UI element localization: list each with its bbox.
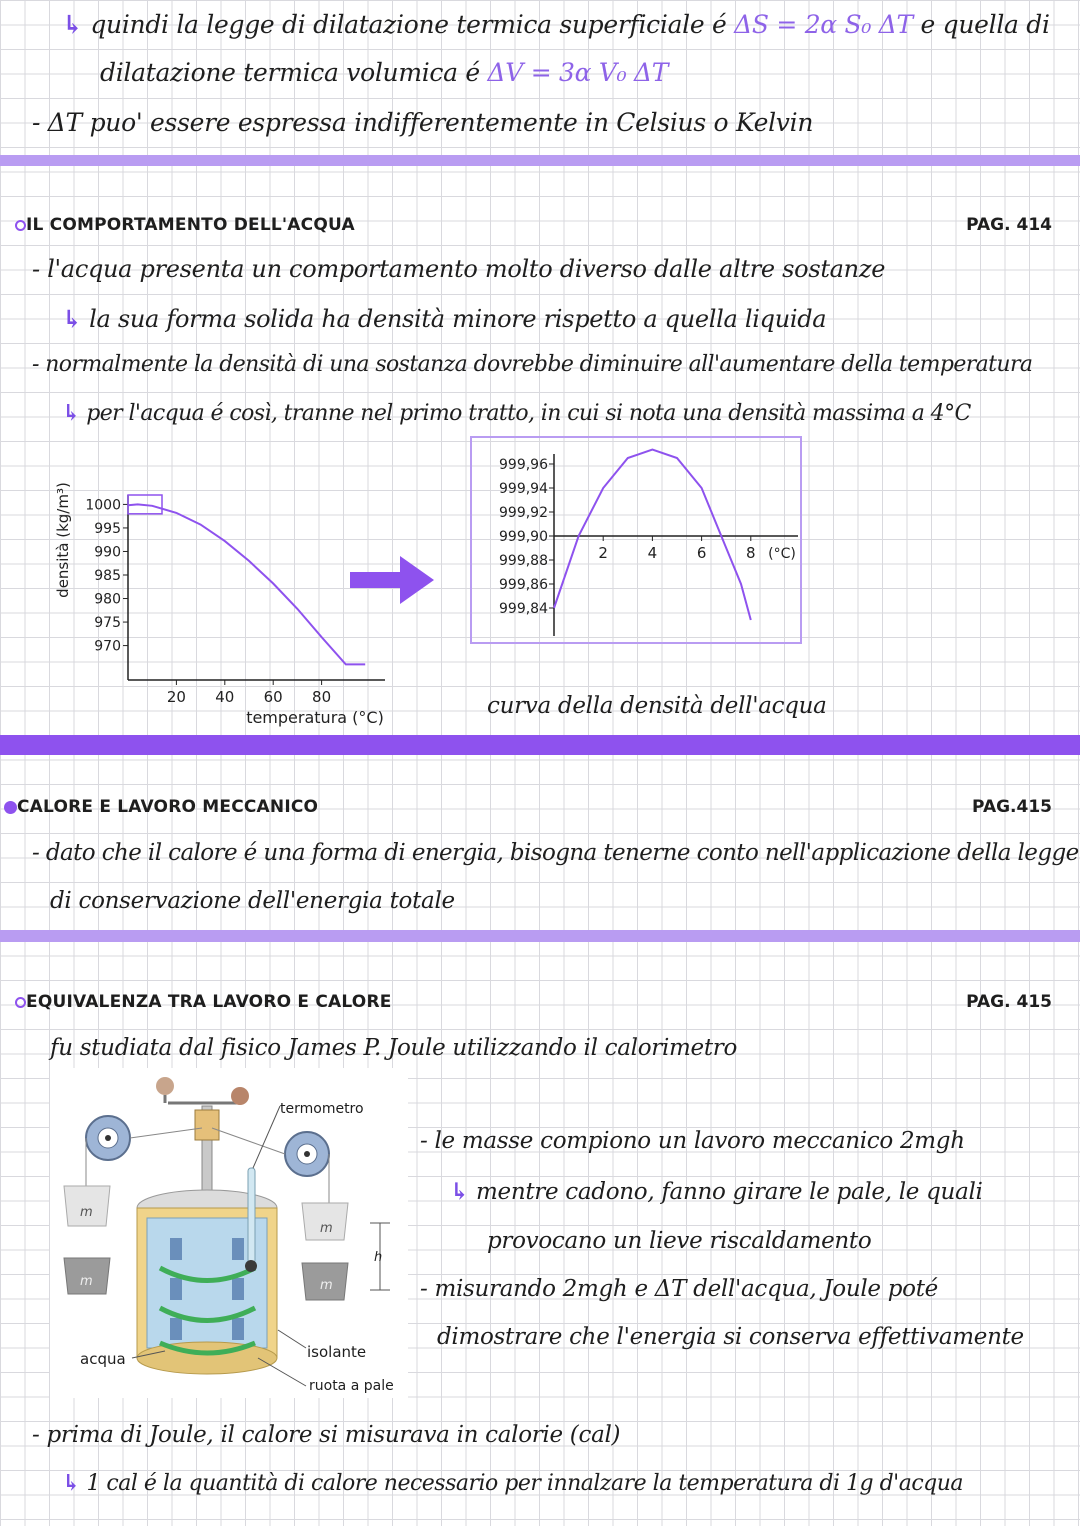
page-ref: PAG. 415: [966, 992, 1052, 1012]
label-mass: m: [320, 1221, 333, 1236]
arrow-sub-icon: ↳: [62, 1470, 80, 1496]
page-ref: PAG.415: [972, 797, 1052, 817]
section-title-heat: [4, 797, 318, 817]
y-tick-label: 999,96: [499, 457, 548, 473]
equiv-right-1-sub1: [450, 1178, 983, 1205]
y-tick-label: 999,92: [499, 505, 548, 521]
label-thermometer: termometro: [280, 1101, 364, 1117]
bottom-line-2: [62, 1470, 963, 1496]
formula-volume: ΔV = 3α V₀ ΔT: [487, 58, 669, 87]
density-chart-zoom: [470, 436, 802, 644]
text: EQUIVALENZA TRA LAVORO E CALORE: [26, 992, 392, 1012]
chart-caption: curva della densità dell'acqua: [487, 693, 827, 719]
text: quindi la legge di dilatazione termica superficiale é: [90, 10, 727, 39]
y-tick-label: 990: [94, 544, 121, 561]
y-tick-label: 970: [94, 638, 121, 655]
density-series-line: [128, 504, 365, 664]
filled-bullet-icon: [4, 801, 17, 814]
x-axis-label: (°C): [768, 546, 796, 562]
label-water: acqua: [80, 1350, 126, 1368]
top-line-3: - ΔT puo' essere espressa indifferentemente in Celsius o Kelvin: [32, 108, 814, 137]
y-tick-label: 975: [94, 615, 121, 632]
text: dilatazione termica volumica é: [100, 58, 480, 87]
equiv-right-2b: dimostrare che l'energia si conserva effettivamente: [437, 1324, 1024, 1350]
circle-bullet-icon: [15, 997, 26, 1008]
label-mass: m: [80, 1274, 93, 1289]
text: CALORE E LAVORO MECCANICO: [17, 797, 319, 817]
water-bullet-1-sub: [62, 304, 826, 333]
x-tick-label: 4: [647, 544, 658, 562]
divider-band: [0, 930, 1080, 942]
label-height: h: [374, 1250, 383, 1265]
heat-line-2: di conservazione dell'energia totale: [50, 888, 455, 914]
top-line-1: [62, 10, 1050, 39]
section-title-equivalence: [15, 992, 392, 1012]
joule-apparatus-figure: [50, 1068, 408, 1398]
y-tick-label: 1000: [85, 497, 121, 514]
y-tick-label: 999,88: [499, 553, 548, 569]
formula-surface: ΔS = 2α S₀ ΔT: [734, 10, 913, 39]
x-tick-label: 60: [263, 688, 283, 706]
density-series-line: [554, 450, 751, 620]
x-tick-label: 80: [312, 688, 332, 706]
water-bullet-2-sub: [62, 400, 971, 426]
x-axis-label: temperatura (°C): [246, 708, 384, 727]
equiv-right-1-sub2: provocano un lieve riscaldamento: [487, 1228, 872, 1254]
text: 1 cal é la quantità di calore necessario per innalzare la temperatura di 1g d'acqua: [86, 1471, 964, 1496]
y-tick-label: 980: [94, 591, 121, 608]
arrow-sub-icon: ↳: [450, 1178, 469, 1205]
y-axis-label: densità (kg/m³): [54, 482, 72, 598]
bottom-line-1: - prima di Joule, il calore si misurava in calorie (cal): [32, 1422, 621, 1448]
water-bullet-2: - normalmente la densità di una sostanza dovrebbe diminuire all'aumentare della temperatura: [32, 352, 1033, 377]
divider-band: [0, 155, 1080, 166]
circle-bullet-icon: [15, 220, 26, 231]
equiv-right-1: - le masse compiono un lavoro meccanico 2mgh: [420, 1128, 965, 1154]
text: IL COMPORTAMENTO DELL'ACQUA: [26, 215, 355, 235]
top-line-2: [100, 58, 668, 87]
x-tick-label: 8: [746, 544, 756, 562]
page-ref: PAG. 414: [966, 215, 1052, 235]
heat-line-1: - dato che il calore é una forma di energia, bisogna tenerne conto nell'applicazione della legge: [32, 840, 1079, 866]
x-tick-label: 20: [166, 688, 186, 706]
text: per l'acqua é così, tranne nel primo tratto, in cui si nota una densità massima a 4°C: [86, 401, 971, 426]
x-tick-label: 40: [215, 688, 235, 706]
label-paddle-wheel: ruota a pale: [309, 1378, 394, 1394]
y-tick-label: 985: [94, 568, 121, 584]
y-tick-label: 999,86: [499, 577, 548, 593]
arrow-sub-icon: ↳: [62, 304, 82, 333]
arrow-sub-icon: ↳: [62, 400, 80, 426]
text: e quella di: [920, 10, 1050, 39]
x-tick-label: 6: [696, 544, 707, 562]
text: mentre cadono, fanno girare le pale, le quali: [476, 1179, 983, 1205]
y-tick-label: 995: [94, 520, 121, 537]
y-tick-label: 999,90: [499, 529, 548, 545]
y-tick-label: 999,84: [499, 601, 548, 617]
label-mass: m: [80, 1205, 93, 1220]
divider-band: [0, 735, 1080, 755]
x-tick-label: 2: [598, 544, 608, 562]
equiv-intro: fu studiata dal fisico James P. Joule utilizzando il calorimetro: [50, 1035, 738, 1061]
arrow-sub-icon: ↳: [62, 10, 83, 39]
section-title-water: [15, 215, 355, 235]
y-tick-label: 999,94: [499, 481, 548, 497]
water-bullet-1: - l'acqua presenta un comportamento molto diverso dalle altre sostanze: [32, 255, 886, 283]
equiv-right-2: - misurando 2mgh e ΔT dell'acqua, Joule poté: [420, 1276, 938, 1302]
label-insulator: isolante: [307, 1343, 367, 1361]
text: la sua forma solida ha densità minore rispetto a quella liquida: [89, 305, 827, 333]
label-mass: m: [320, 1278, 333, 1293]
arrow-right-icon: [348, 552, 438, 608]
